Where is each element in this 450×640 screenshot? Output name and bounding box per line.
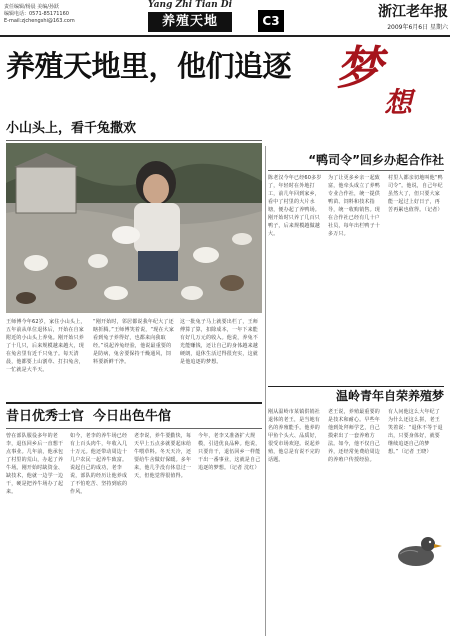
masthead — [0, 0, 450, 38]
divider — [268, 170, 444, 171]
page-code: C3 — [258, 10, 284, 32]
story4-col1: 曾在部队服役多年的老李，退伍回乡后一直想干点事业。几年前，他承包了村里的荒山，办起了养牛场。刚开始时缺资金、缺技术，他就一边学一边干，硬是把养牛场办了起来。 — [6, 433, 64, 495]
story3-col2: 老王说，养殖最重要的是技术和耐心。早些年他到处拜师学艺，自己摸索出了一套养殖方法。如今，他不仅自己养，还经常免费给周边的养殖户传授经验。 — [328, 409, 381, 463]
story2-col2: 为了让更多乡亲一起致富，他牵头成立了养鸭专业合作社，统一提供鸭苗、饲料和技术指导，统一收购销售。现在合作社已经有几十户社员，每年出栏鸭子十多万只。 — [328, 175, 381, 237]
main-headline: 养殖天地里，他们追逐 — [6, 49, 292, 83]
divider — [6, 402, 262, 404]
masthead-left — [4, 4, 122, 25]
story4-col4: 今年，老李又准备扩大规模，引进优良品种。他说，只要肯干，退伍回乡一样能干出一番事业，这就是自己追逐的梦想。（记者 沈红） — [198, 433, 261, 471]
story1-subhead: 小山头上，看千兔撒欢 — [6, 121, 137, 136]
duck-illustration-art — [388, 530, 444, 570]
story4-col2: 如今，老李的养牛场已经有上百头肉牛，年收入几十万元。他还带动周边十几户农民一起养牛致富。说起自己的成功，老李说，部队的经历让他养成了不怕吃苦、坚持到底的作风。 — [70, 433, 128, 495]
rabbit-photo-art — [6, 143, 262, 313]
headline-big-char: 梦 — [336, 41, 382, 95]
divider — [6, 428, 262, 429]
section-pinyin: Yang Zhi Tian Di — [147, 0, 233, 10]
date-line: 2009年6月6日 星期六 — [387, 24, 448, 31]
story4-col3: 老李说，养牛要勤快，每天早上五点多就要起床给牛喂草料。冬天天冷，还要给牛舍做好保暖。多年来，他几乎没有休息过一天，但他觉得很值得。 — [134, 433, 192, 479]
editor-line: 责任编辑/杨晨 美编/孙跃 — [4, 4, 59, 10]
divider — [6, 140, 262, 141]
duck-illustration — [388, 530, 444, 570]
email-line: E-mail:zjchengshi@163.com — [4, 18, 75, 24]
divider — [265, 146, 266, 636]
masthead-rule — [0, 35, 450, 37]
story3-col3: 有人问他这么大年纪了为什么还这么拼，老王笑着说：“退休不等于退出，只要身体好，就要继续追逐自己的梦想。”（记者 王晓） — [388, 409, 443, 455]
story1-col3: 这一批兔子马上就要出栏了，王师傅算了算，扣除成本，一年下来能有好几万元的收入。他说，养兔不光能赚钱，还让自己的身体越来越硬朗，退休生活过得很充实，这就是他追逐的梦想。 — [180, 319, 259, 365]
headline-small-char: 想 — [384, 86, 413, 119]
story2-col1: 陈老汉今年已经60多岁了，年轻时在外地打工，前几年回到家乡，看中了村里的大片水塘，便办起了养鸭场。刚开始时只养了几百只鸭子，后来规模越做越大。 — [268, 175, 322, 237]
story3-col1: 刚从温岭市某镇供销社退休的老王，是当地有名的养殖能手。他养的甲鱼个头大、品质好，很受市场欢迎。说起养殖，他总是有说不完的话题。 — [268, 409, 321, 463]
story2-col3: 村里人都亲切地叫他“鸭司令”。他说，自己年纪虽然大了，但只要大家能一起过上好日子，再苦再累也值得。（记者） — [388, 175, 443, 213]
paper-name: 浙江老年报 — [378, 4, 448, 20]
story2-subhead: “鸭司令”回乡办起合作社 — [308, 153, 444, 167]
story4-subhead: 昔日优秀士官 今日出色牛倌 — [6, 409, 172, 424]
story1-col1: 王师傅今年62岁，家住小山头上，五年前从单位退休后，开始在自家附近的小山头上养兔。刚开始只养了十几只，后来规模越来越大，现在兔舍里有近千只兔子。每天清晨，他都要上山割草、打扫兔舍，一忙就是大半天。 — [6, 319, 86, 373]
divider — [268, 386, 444, 387]
story3-subhead: 温岭青年自荣养殖梦 — [335, 389, 444, 403]
section-block — [130, 0, 250, 34]
section-title: 养殖天地 — [148, 12, 232, 32]
story1-col2: “刚开始时，邻居都说我年纪大了还瞎折腾。”王师傅笑着说，“现在大家看到兔子养得好，也都来向我取经。”说起养兔经验，他说最重要的是防病，兔舍要保持干燥通风，饲料要新鲜干净。 — [93, 319, 175, 365]
phone-line: 编辑电话：0571-85171160 — [4, 11, 69, 17]
rabbit-photo — [6, 143, 262, 313]
